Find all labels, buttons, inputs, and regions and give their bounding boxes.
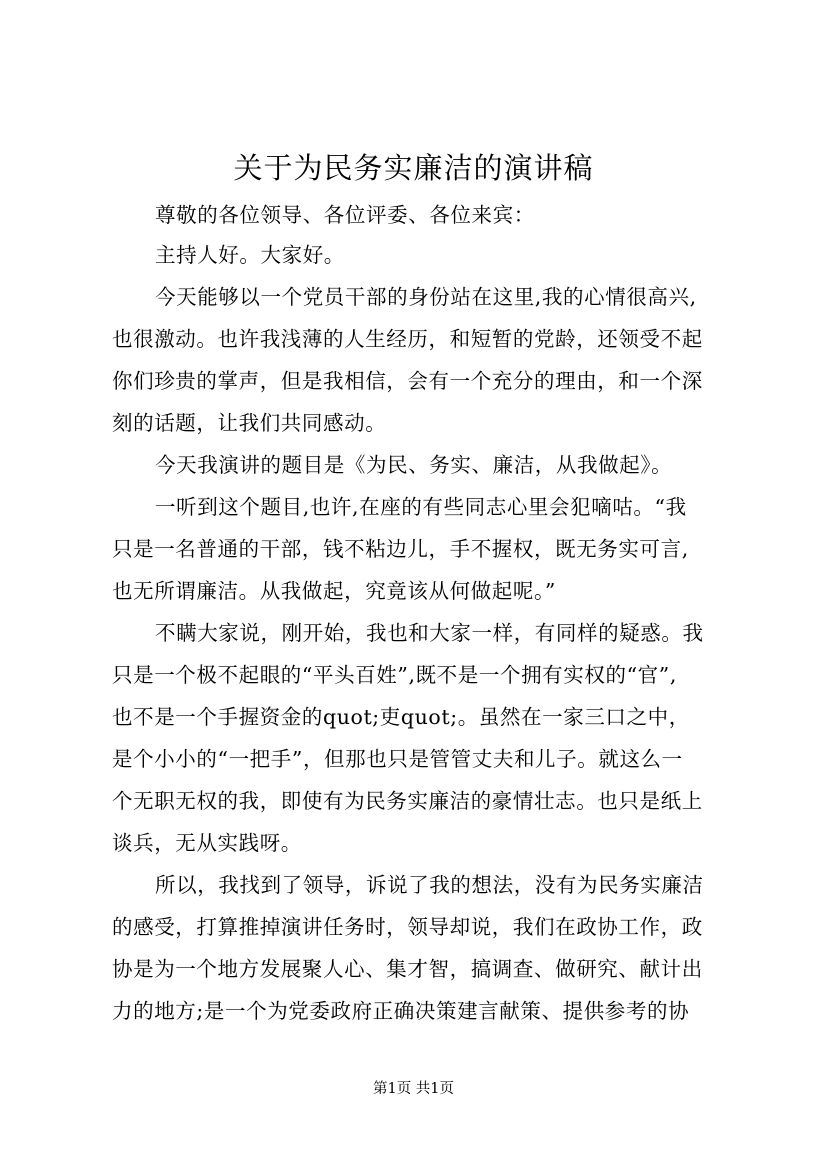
body-line: 所以，我找到了领导，诉说了我的想法，没有为民务实廉洁 xyxy=(155,873,704,897)
body-line: 也不是一个手握资金的quot;吏quot;。虽然在一家三口之中， xyxy=(112,705,690,729)
body-line: 也无所谓廉洁。从我做起，究竟该从何做起呢。” xyxy=(112,579,556,603)
document-title: 关于为民务实廉洁的演讲稿 xyxy=(233,151,594,185)
page-footer: 第1页 共1页 xyxy=(372,1081,455,1097)
body-line: 一听到这个题目,也许,在座的有些同志心里会犯嘀咕。“我 xyxy=(155,495,687,519)
body-line: 谈兵，无从实践呀。 xyxy=(112,831,302,855)
body-line: 今天我演讲的题目是《为民、务实、廉洁，从我做起》。 xyxy=(155,453,673,477)
body-line: 力的地方;是一个为党委政府正确决策建言献策、提供参考的协 xyxy=(112,999,690,1023)
body-line: 只是一名普通的干部，钱不粘边儿，手不握权，既无务实可言, xyxy=(112,537,689,561)
body-line: 今天能够以一个党员干部的身份站在这里,我的心情很高兴, xyxy=(155,285,697,309)
body-line: 是个小小的“一把手”，但那也只是管管丈夫和儿子。就这么一 xyxy=(112,747,683,771)
body-line: 主持人好。大家好。 xyxy=(155,243,345,267)
body-line: 只是一个极不起眼的“平头百姓”,既不是一个拥有实权的“官”, xyxy=(112,663,677,687)
body-line: 你们珍贵的掌声，但是我相信，会有一个充分的理由，和一个深 xyxy=(112,369,703,393)
body-line: 个无职无权的我，即使有为民务实廉洁的豪情壮志。也只是纸上 xyxy=(112,789,703,813)
body-line: 也很激动。也许我浅薄的人生经历，和短暂的党龄，还领受不起 xyxy=(112,327,703,351)
body-line: 尊敬的各位领导、各位评委、各位来宾： xyxy=(155,203,535,227)
body-line: 协是为一个地方发展聚人心、集才智，搞调查、做研究、献计出 xyxy=(112,957,703,981)
body-line: 的感受，打算推掉演讲任务时，领导却说，我们在政协工作，政 xyxy=(112,915,703,939)
body-line: 刻的话题，让我们共同感动。 xyxy=(112,411,387,435)
body-line: 不瞒大家说，刚开始，我也和大家一样，有同样的疑惑。我 xyxy=(155,621,704,645)
